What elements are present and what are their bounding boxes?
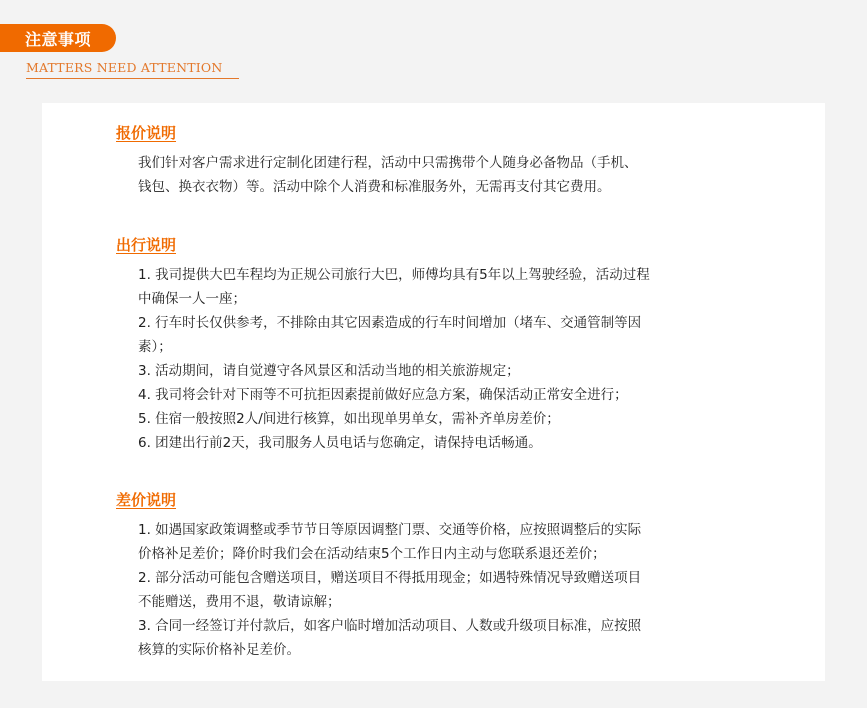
text-line: 3. 合同一经签订并付款后，如客户临时增加活动项目、人数或升级项目标准，应按照 <box>138 618 642 634</box>
text-line: 4. 我司将会针对下雨等不可抗拒因素提前做好应急方案，确保活动正常安全进行； <box>138 387 628 403</box>
text-line: 5. 住宿一般按照2人/间进行核算，如出现单男单女，需补齐单房差价； <box>138 411 560 427</box>
text-line: 素）； <box>138 339 172 355</box>
text-line: 我们针对客户需求进行定制化团建行程，活动中只需携带个人随身必备物品（手机、 <box>138 155 638 171</box>
text-line: 不能赠送，费用不退，敬请谅解； <box>138 594 341 610</box>
section-pricing <box>116 123 736 199</box>
section-body-pricing <box>138 151 736 199</box>
text-line: 核算的实际价格补足差价。 <box>138 642 300 658</box>
text-line: 2. 部分活动可能包含赠送项目，赠送项目不得抵用现金；如遇特殊情况导致赠送项目 <box>138 570 642 586</box>
section-price-difference <box>116 490 736 662</box>
text-line: 中确保一人一座； <box>138 291 246 307</box>
text-line: 6. 团建出行前2天，我司服务人员电话与您确定，请保持电话畅通。 <box>138 435 542 451</box>
section-header-subtitle: MATTERS NEED ATTENTION <box>26 60 223 75</box>
section-header-title: 注意事项 <box>24 29 91 49</box>
section-title-pricing: 报价说明 <box>116 124 177 142</box>
text-line: 3. 活动期间，请自觉遵守各风景区和活动当地的相关旅游规定； <box>138 363 520 379</box>
text-line: 钱包、换衣衣物）等。活动中除个人消费和标准服务外，无需再支付其它费用。 <box>138 179 611 195</box>
section-travel <box>116 235 736 455</box>
text-line: 1. 如遇国家政策调整或季节节日等原因调整门票、交通等价格，应按照调整后的实际 <box>138 522 642 538</box>
text-line: 1. 我司提供大巴车程均为正规公司旅行大巴，师傅均具有5年以上驾驶经验，活动过程 <box>138 267 650 283</box>
section-body-travel <box>138 263 736 455</box>
section-header-tag <box>0 24 116 52</box>
section-title-price-difference: 差价说明 <box>116 491 177 509</box>
notice-card <box>42 103 825 681</box>
text-line: 价格补足差价；降价时我们会在活动结束5个工作日内主动与您联系退还差价； <box>138 546 606 562</box>
section-body-price-difference <box>138 518 736 662</box>
text-line: 2. 行车时长仅供参考，不排除由其它因素造成的行车时间增加（堵车、交通管制等因 <box>138 315 642 331</box>
section-title-travel: 出行说明 <box>116 236 177 254</box>
subtitle-underline <box>26 78 239 79</box>
